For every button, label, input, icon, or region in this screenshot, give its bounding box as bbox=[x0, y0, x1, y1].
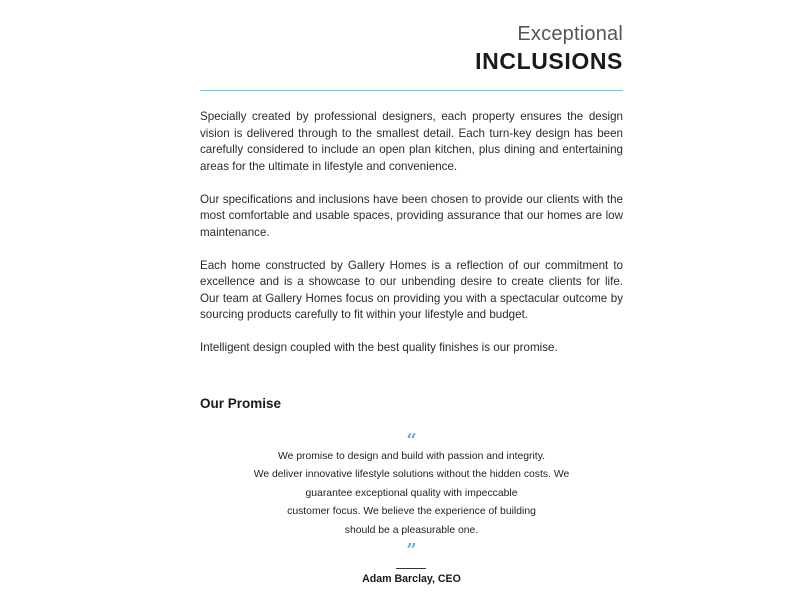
page-title: INCLUSIONS bbox=[475, 48, 623, 74]
intro-text bbox=[200, 109, 623, 373]
quote-line: We deliver innovative lifestyle solutions without the hidden costs. We bbox=[253, 469, 570, 481]
inclusions-page bbox=[200, 0, 623, 600]
heading-divider bbox=[200, 90, 623, 91]
paragraph: Each home constructed by Gallery Homes is a reflection of our commitment to excellence and is a showcase to our unbending desire to create clients for life. Our team at Gallery Homes focus on providing you with a spectacular outcome by sourcing products carefully to fit within your lifestyle and budget. bbox=[200, 258, 623, 321]
quote-line: guarantee exceptional quality with impeccable bbox=[305, 487, 518, 499]
close-quote-icon: ” bbox=[406, 540, 417, 561]
quote-line: customer focus. We believe the experience of building bbox=[287, 506, 536, 518]
quote-line: should be a pleasurable one. bbox=[344, 524, 479, 536]
heading-subtitle: Exceptional bbox=[517, 23, 623, 45]
promise-heading: Our Promise bbox=[200, 396, 282, 411]
open-quote-icon: “ bbox=[406, 430, 417, 451]
signature: Adam Barclay, CEO bbox=[362, 573, 461, 585]
quote-line: We promise to design and build with passion and integrity. bbox=[277, 451, 546, 462]
paragraph: Specially created by professional designers, each property ensures the design vision is delivered through to the smallest detail. Each turn-key design has been carefully considered to include an open plan kitchen, plus dining and entertaining areas for the ultimate in lifestyle and convenience. bbox=[200, 110, 623, 173]
promise-quote bbox=[200, 448, 623, 540]
paragraph: Intelligent design coupled with the best quality finishes is our promise. bbox=[200, 341, 558, 354]
paragraph: Our specifications and inclusions have been chosen to provide our clients with the most comfortable and usable spaces, providing assurance that our homes are low maintenance. bbox=[200, 192, 623, 239]
signature-divider bbox=[396, 568, 426, 569]
page-heading bbox=[475, 22, 623, 75]
